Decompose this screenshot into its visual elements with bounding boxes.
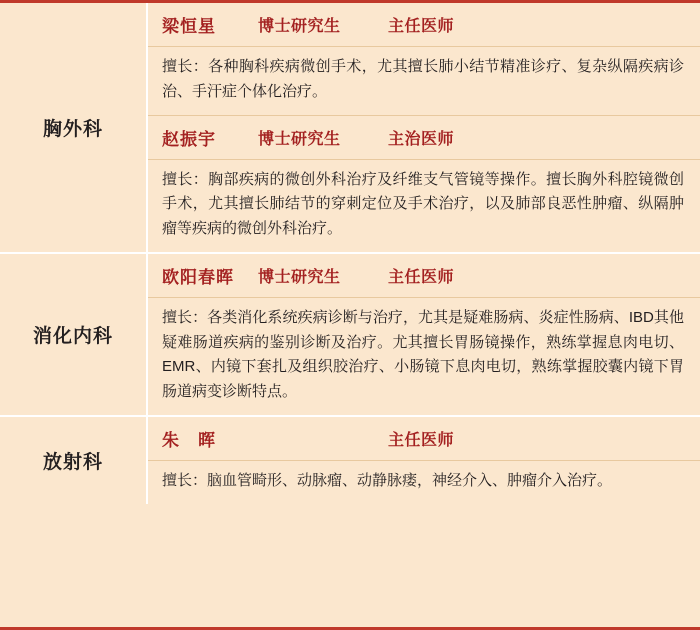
- department-block: [0, 254, 700, 417]
- doctor-title: 主治医师: [388, 130, 455, 148]
- doctor-title: 主任医师: [388, 431, 455, 449]
- doctor-entry: [148, 116, 700, 252]
- doctor-header: [148, 417, 700, 461]
- doctor-name: 梁恒星: [162, 17, 216, 36]
- doctor-header: [148, 3, 700, 47]
- doctor-entry: [148, 3, 700, 116]
- doctor-name: 朱 晖: [162, 430, 216, 450]
- department-block: [0, 3, 700, 254]
- doctor-title: 主任医师: [388, 18, 455, 35]
- doctor-entry: [148, 417, 700, 504]
- department-name: 胸外科: [0, 3, 148, 252]
- doctor-degree: 博士研究生: [258, 130, 341, 148]
- doctor-specialty: 擅长：各种胸科疾病微创手术，尤其擅长肺小结节精准诊疗、复杂纵隔疾病诊治、手汗症个体化治疗。: [148, 47, 700, 116]
- department-block: [0, 417, 700, 504]
- department-name: 消化内科: [0, 254, 148, 415]
- doctor-degree: 博士研究生: [258, 18, 341, 35]
- doctor-header: [148, 116, 700, 160]
- doctor-specialty: 擅长：脑血管畸形、动脉瘤、动静脉瘘，神经介入、肿瘤介入治疗。: [162, 471, 613, 489]
- doctor-name: 欧阳春晖: [162, 267, 234, 287]
- doctor-name: 赵振宇: [162, 129, 216, 149]
- department-name: 放射科: [0, 417, 148, 504]
- doctor-list: [148, 254, 700, 415]
- doctor-list: [148, 3, 700, 252]
- doctor-specialty: 擅长：胸部疾病的微创外科治疗及纤维支气管镜等操作。擅长胸外科腔镜微创手术，尤其擅长肺结节的穿刺定位及手术治疗，以及肺部良恶性肿瘤、纵隔肿瘤等疾病的微创外科治疗。: [162, 170, 684, 237]
- doctor-header: [148, 254, 700, 298]
- doctor-list: [148, 417, 700, 504]
- doctor-entry: [148, 254, 700, 415]
- doctor-title: 主任医师: [388, 268, 455, 286]
- doctor-degree: 博士研究生: [258, 268, 341, 286]
- doctor-specialty: 擅长：各类消化系统疾病诊断与治疗，尤其是疑难肠病、炎症性肠病、IBD其他疑难肠道疾病的鉴别诊断及治疗。尤其擅长胃肠镜操作，熟练掌握息肉电切、EMR、内镜下套扎及组织胶治疗、小肠镜下息肉电切，熟练掌握胶囊内镜下胃肠道病变诊断特点。: [162, 308, 684, 400]
